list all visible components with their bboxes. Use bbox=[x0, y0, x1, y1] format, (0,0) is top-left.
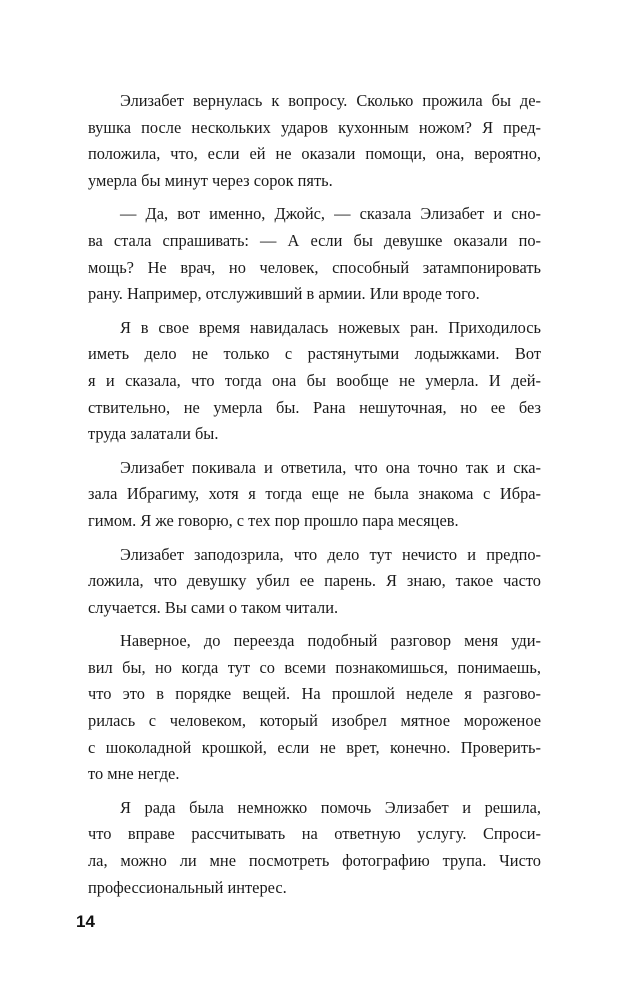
text-line: случается. Вы сами о таком читали. bbox=[88, 597, 339, 617]
text-line: Я в свое время навидалась ножевых ран. Приходилось bbox=[120, 317, 541, 337]
text-line: то мне негде. bbox=[88, 764, 180, 784]
text-line: ствительно, не умерла бы. Рана нешуточная, но ее без bbox=[88, 397, 541, 417]
paragraph-gap bbox=[88, 788, 541, 795]
text-line: Я рада была немножко помочь Элизабет и решила, bbox=[120, 797, 541, 817]
text-line: умерла бы минут через сорок пять. bbox=[88, 170, 333, 190]
text-line: Элизабет заподозрила, что дело тут нечисто и предпо- bbox=[120, 544, 541, 564]
text-line: профессиональный интерес. bbox=[88, 877, 287, 897]
text-line: что вправе рассчитывать на ответную услугу. Спроси- bbox=[88, 824, 541, 844]
paragraph-gap bbox=[88, 535, 541, 542]
paragraph-gap bbox=[88, 448, 541, 455]
text-line: мощь? Не врач, но человек, способный затампонировать bbox=[88, 257, 541, 277]
paragraph-gap bbox=[88, 194, 541, 201]
paragraph bbox=[88, 315, 541, 448]
text-line: что это в порядке вещей. На прошлой неделе я разгово- bbox=[88, 684, 541, 704]
text-line: Элизабет покивала и ответила, что она точно так и ска- bbox=[120, 457, 541, 477]
text-line: ложила, что девушку убил ее парень. Я знаю, такое часто bbox=[88, 571, 541, 591]
body-text bbox=[88, 88, 541, 901]
paragraph-gap bbox=[88, 308, 541, 315]
text-line: гимом. Я же говорю, с тех пор прошло пара месяцев. bbox=[88, 510, 459, 530]
text-line: ва стала спрашивать: — А если бы девушке оказали по- bbox=[88, 230, 541, 250]
paragraph bbox=[88, 455, 541, 535]
text-line: Наверное, до переезда подобный разговор меня уди- bbox=[120, 631, 541, 651]
text-line: труда залатали бы. bbox=[88, 424, 219, 444]
paragraph-gap bbox=[88, 621, 541, 628]
text-line: положила, что, если ей не оказали помощи, она, вероятно, bbox=[88, 144, 541, 164]
text-line: ла, можно ли мне посмотреть фотографию трупа. Чисто bbox=[88, 851, 541, 871]
text-line: вил бы, но когда тут со всеми познакомишься, понимаешь, bbox=[88, 657, 541, 677]
paragraph bbox=[88, 201, 541, 307]
paragraph bbox=[88, 795, 541, 901]
text-line: с шоколадной крошкой, если не врет, конечно. Проверить- bbox=[88, 737, 541, 757]
text-line: зала Ибрагиму, хотя я тогда еще не была знакома с Ибра- bbox=[88, 484, 541, 504]
text-line: рану. Например, отслуживший в армии. Или вроде того. bbox=[88, 284, 480, 304]
text-line: — Да, вот именно, Джойс, — сказала Элизабет и сно- bbox=[120, 204, 541, 224]
paragraph bbox=[88, 542, 541, 622]
text-line: я и сказала, что тогда она бы вообще не умерла. И дей- bbox=[88, 370, 541, 390]
text-line: Элизабет вернулась к вопросу. Сколько прожила бы де- bbox=[120, 91, 541, 110]
paragraph bbox=[88, 88, 541, 194]
text-line: иметь дело не только с растянутыми лодыжками. Вот bbox=[88, 344, 541, 364]
text-line: рилась с человеком, который изобрел мятное мороженое bbox=[88, 711, 541, 731]
paragraph bbox=[88, 628, 541, 788]
page-number: 14 bbox=[76, 912, 95, 931]
text-line: вушка после нескольких ударов кухонным ножом? Я пред- bbox=[88, 117, 541, 137]
